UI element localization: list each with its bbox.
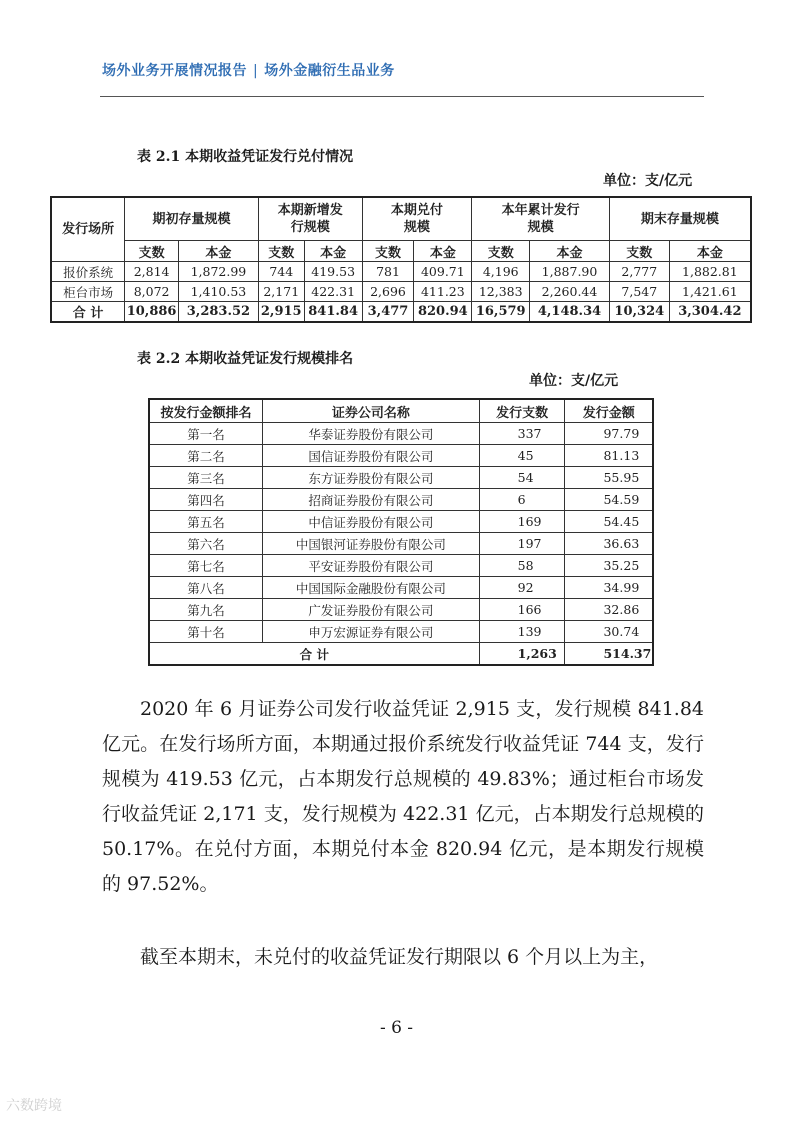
cell: 4,148.34 [530, 302, 610, 323]
cell: 2,814 [125, 262, 179, 282]
cell: 第九名 [149, 599, 263, 621]
header-separator: | [253, 63, 259, 79]
cell: 820.94 [414, 302, 472, 323]
cell: 409.71 [414, 262, 472, 282]
sub-header-principal: 本金 [179, 241, 259, 262]
cell: 申万宏源证券有限公司 [263, 621, 480, 643]
cell: 第十名 [149, 621, 263, 643]
issuance-redemption-table [50, 196, 752, 323]
col-header-venue: 发行场所 [51, 197, 125, 262]
sub-header-principal: 本金 [414, 241, 472, 262]
cell: 第四名 [149, 489, 263, 511]
cell: 广发证券股份有限公司 [263, 599, 480, 621]
cell: 197 [479, 533, 565, 555]
cell: 419.53 [304, 262, 362, 282]
cell: 12,383 [472, 282, 530, 302]
cell: 55.95 [565, 467, 653, 489]
watermark: 六数跨境 [6, 1098, 62, 1114]
table1-unit: 单位：支/亿元 [603, 173, 693, 189]
cell: 国信证券股份有限公司 [263, 445, 480, 467]
cell: 16,579 [472, 302, 530, 323]
cell: 第二名 [149, 445, 263, 467]
header-section-title: 场外金融衍生品业务 [264, 63, 395, 79]
table-row [149, 423, 653, 445]
cell: 36.63 [565, 533, 653, 555]
col-header-ytd-issuance: 本年累计发行规模 [472, 197, 610, 241]
cell: 169 [479, 511, 565, 533]
cell: 841.84 [304, 302, 362, 323]
cell: 2,915 [258, 302, 304, 323]
report-header [102, 60, 395, 80]
cell: 422.31 [304, 282, 362, 302]
col-header-new-issuance: 本期新增发行规模 [258, 197, 362, 241]
cell: 781 [362, 262, 414, 282]
cell: 1,887.90 [530, 262, 610, 282]
cell: 411.23 [414, 282, 472, 302]
cell: 2,777 [609, 262, 669, 282]
table-row [149, 467, 653, 489]
table-row [51, 262, 751, 282]
cell: 166 [479, 599, 565, 621]
cell: 第八名 [149, 577, 263, 599]
sub-header-count: 支数 [125, 241, 179, 262]
table-row [149, 621, 653, 643]
page-number: - 6 - [379, 1018, 414, 1038]
cell: 平安证券股份有限公司 [263, 555, 480, 577]
table-row [149, 577, 653, 599]
total-row [149, 643, 653, 666]
table-row [149, 445, 653, 467]
cell: 30.74 [565, 621, 653, 643]
cell: 2,260.44 [530, 282, 610, 302]
cell: 4,196 [472, 262, 530, 282]
cell: 中信证券股份有限公司 [263, 511, 480, 533]
cell: 3,304.42 [669, 302, 751, 323]
cell: 35.25 [565, 555, 653, 577]
issuance-ranking-table [148, 398, 654, 666]
cell: 柜台市场 [51, 282, 125, 302]
cell: 139 [479, 621, 565, 643]
cell: 54 [479, 467, 565, 489]
cell: 54.59 [565, 489, 653, 511]
table-row [149, 489, 653, 511]
table-row [149, 533, 653, 555]
table-row [51, 282, 751, 302]
cell: 8,072 [125, 282, 179, 302]
cell: 514.37 [565, 643, 653, 666]
sub-header-count: 支数 [472, 241, 530, 262]
cell: 报价系统 [51, 262, 125, 282]
cell: 6 [479, 489, 565, 511]
cell: 3,477 [362, 302, 414, 323]
col-header-opening-balance: 期初存量规模 [125, 197, 259, 241]
cell: 10,886 [125, 302, 179, 323]
cell: 54.45 [565, 511, 653, 533]
cell: 34.99 [565, 577, 653, 599]
cell: 1,882.81 [669, 262, 751, 282]
cell: 3,283.52 [179, 302, 259, 323]
cell: 744 [258, 262, 304, 282]
table2-unit: 单位：支/亿元 [529, 373, 619, 389]
cell: 45 [479, 445, 565, 467]
cell: 中国银河证券股份有限公司 [263, 533, 480, 555]
body-paragraph-2: 截至本期末，未兑付的收益凭证发行期限以 6 个月以上为主， [140, 946, 659, 968]
cell: 第六名 [149, 533, 263, 555]
table-row [149, 599, 653, 621]
cell: 81.13 [565, 445, 653, 467]
cell: 东方证券股份有限公司 [263, 467, 480, 489]
cell: 招商证券股份有限公司 [263, 489, 480, 511]
sub-header-principal: 本金 [669, 241, 751, 262]
cell: 中国国际金融股份有限公司 [263, 577, 480, 599]
cell: 1,872.99 [179, 262, 259, 282]
cell: 58 [479, 555, 565, 577]
cell: 华泰证券股份有限公司 [263, 423, 480, 445]
header-divider [100, 96, 704, 97]
cell: 第七名 [149, 555, 263, 577]
header-report-title: 场外业务开展情况报告 [102, 63, 247, 79]
col-header-redemption: 本期兑付规模 [362, 197, 472, 241]
table1-caption: 表 2.1 本期收益凭证发行兑付情况 [137, 149, 354, 165]
cell: 92 [479, 577, 565, 599]
col-header-amount: 发行金额 [565, 399, 653, 423]
cell: 7,547 [609, 282, 669, 302]
table-row [149, 555, 653, 577]
sub-header-principal: 本金 [304, 241, 362, 262]
cell: 第五名 [149, 511, 263, 533]
cell: 合 计 [51, 302, 125, 323]
sub-header-principal: 本金 [530, 241, 610, 262]
cell: 32.86 [565, 599, 653, 621]
body-paragraph-1: 2020 年 6 月证券公司发行收益凭证 2,915 支，发行规模 841.84 亿元。在发行场所方面，本期通过报价系统发行收益凭证 744 支，发行规模为 419.53 亿元，占本期发行总规模的 49.83%；通过柜台市场发行收益凭证 2,171 支，发行规模为 422.31 亿元，占本期发行总规模的 50.17%。在兑付方面，本期兑付本金 820.94 亿元，是本期发行规模的 97.52%。 [102, 698, 704, 895]
col-header-company: 证券公司名称 [263, 399, 480, 423]
cell: 合 计 [149, 643, 479, 666]
cell: 1,263 [479, 643, 565, 666]
cell: 337 [479, 423, 565, 445]
cell: 2,171 [258, 282, 304, 302]
table2-caption: 表 2.2 本期收益凭证发行规模排名 [137, 351, 354, 367]
col-header-rank: 按发行金额排名 [149, 399, 263, 423]
cell: 1,410.53 [179, 282, 259, 302]
cell: 1,421.61 [669, 282, 751, 302]
cell: 2,696 [362, 282, 414, 302]
col-header-closing-balance: 期末存量规模 [609, 197, 751, 241]
cell: 第一名 [149, 423, 263, 445]
cell: 10,324 [609, 302, 669, 323]
sub-header-count: 支数 [362, 241, 414, 262]
sub-header-count: 支数 [609, 241, 669, 262]
cell: 97.79 [565, 423, 653, 445]
total-row [51, 302, 751, 323]
sub-header-count: 支数 [258, 241, 304, 262]
cell: 第三名 [149, 467, 263, 489]
table-row [149, 511, 653, 533]
col-header-count: 发行支数 [479, 399, 565, 423]
